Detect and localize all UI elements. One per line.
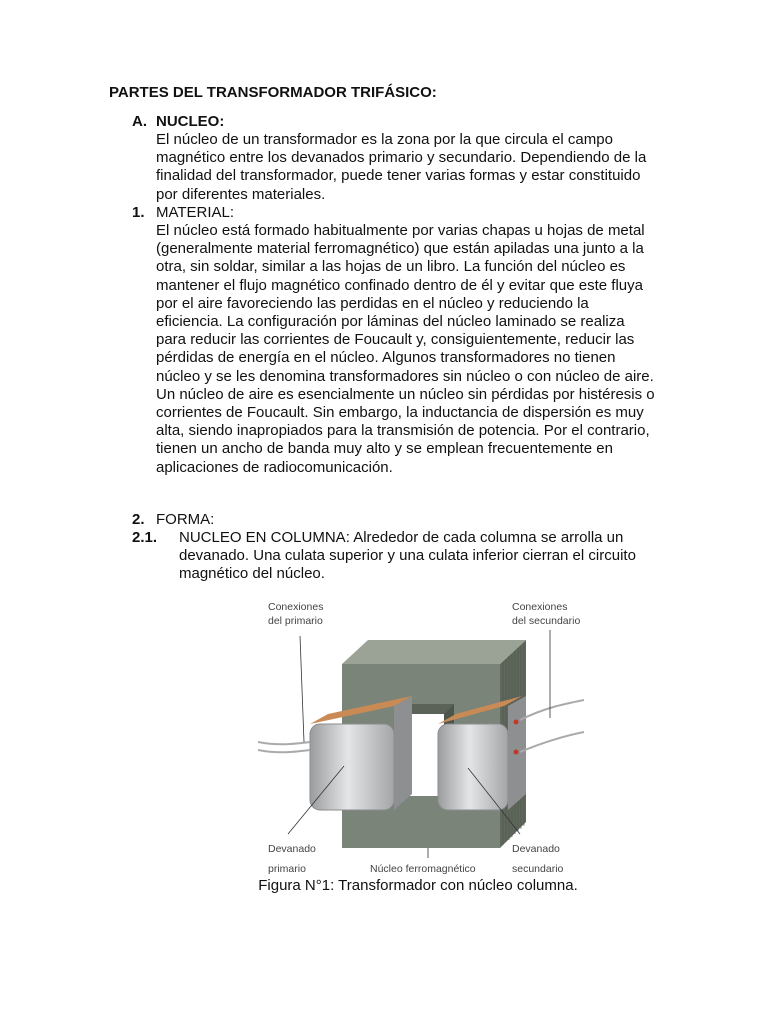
label-primary-conn-line1: Conexiones [268, 601, 324, 613]
label-primary-winding-line2: primario [268, 863, 306, 875]
section-2-marker: 2. [132, 511, 145, 528]
primary-coil [310, 724, 394, 810]
secondary-coil [438, 724, 508, 810]
section-a-marker: A. [132, 113, 147, 130]
core-top-face [342, 640, 526, 664]
label-primary-winding-line1: Devanado [268, 843, 316, 855]
secondary-terminal-1 [514, 720, 519, 725]
secondary-terminal-2 [514, 750, 519, 755]
page-title: PARTES DEL TRANSFORMADOR TRIFÁSICO: [109, 84, 437, 101]
label-core: Núcleo ferromagnético [370, 863, 476, 875]
label-secondary-winding-line1: Devanado [512, 843, 560, 855]
label-secondary-conn-line2: del secundario [512, 615, 581, 627]
figure-caption: Figura N°1: Transformador con núcleo columna. [258, 877, 578, 894]
section-1-title: MATERIAL: [156, 204, 235, 221]
section-a-title: NUCLEO: [156, 113, 225, 130]
transformer-figure [258, 596, 584, 878]
section-2-1-text: NUCLEO EN COLUMNA: Alrededor de cada columna se arrolla un devanado. Una culata superior y una culata inferior cierran el circuito magnético del núcleo. [179, 529, 636, 583]
primary-coil-side [394, 696, 412, 810]
section-2-title: FORMA: [156, 511, 215, 528]
label-primary-conn-line2: del primario [268, 615, 323, 627]
label-secondary-winding-line2: secundario [512, 863, 564, 875]
label-secondary-conn-line1: Conexiones [512, 601, 568, 613]
section-1-marker: 1. [132, 204, 145, 221]
section-1-text: El núcleo está formado habitualmente por varias chapas u hojas de metal (generalmente material ferromagnético) que están apiladas una junto a la otra, sin soldar, similar a las hojas de un libro. La función del núcleo es mantener el flujo magnético confinado dentro de él y evitar que este fluya por el aire favoreciendo las perdidas en el núcleo y reduciendo la eficiencia. La configuración por láminas del núcleo laminado se realiza para reducir las corrientes de Foucault y, consiguientemente, reducir las pérdidas de energía en el núcleo. Algunos transformadores no tienen núcleo y se les denomina transformadores sin núcleo o con núcleo de aire. Un núcleo de aire es esencialmente un núcleo sin pérdidas por histéresis o corrientes de Foucault. Sin embargo, la inductancia de dispersión es muy alta, siendo inapropiados para la transmisión de potencia. Por el contrario, tienen un ancho de banda muy alto y se emplean frecuentemente en aplicaciones de radiocomunicación. [156, 222, 655, 476]
section-a-text: El núcleo de un transformador es la zona por la que circula el campo magnético entre los devanados primario y secundario. Dependiendo de la finalidad del transformador, puede tener varias formas y estar constituido por diferentes materiales. [156, 131, 647, 203]
section-2-1-marker: 2.1. [132, 529, 158, 546]
